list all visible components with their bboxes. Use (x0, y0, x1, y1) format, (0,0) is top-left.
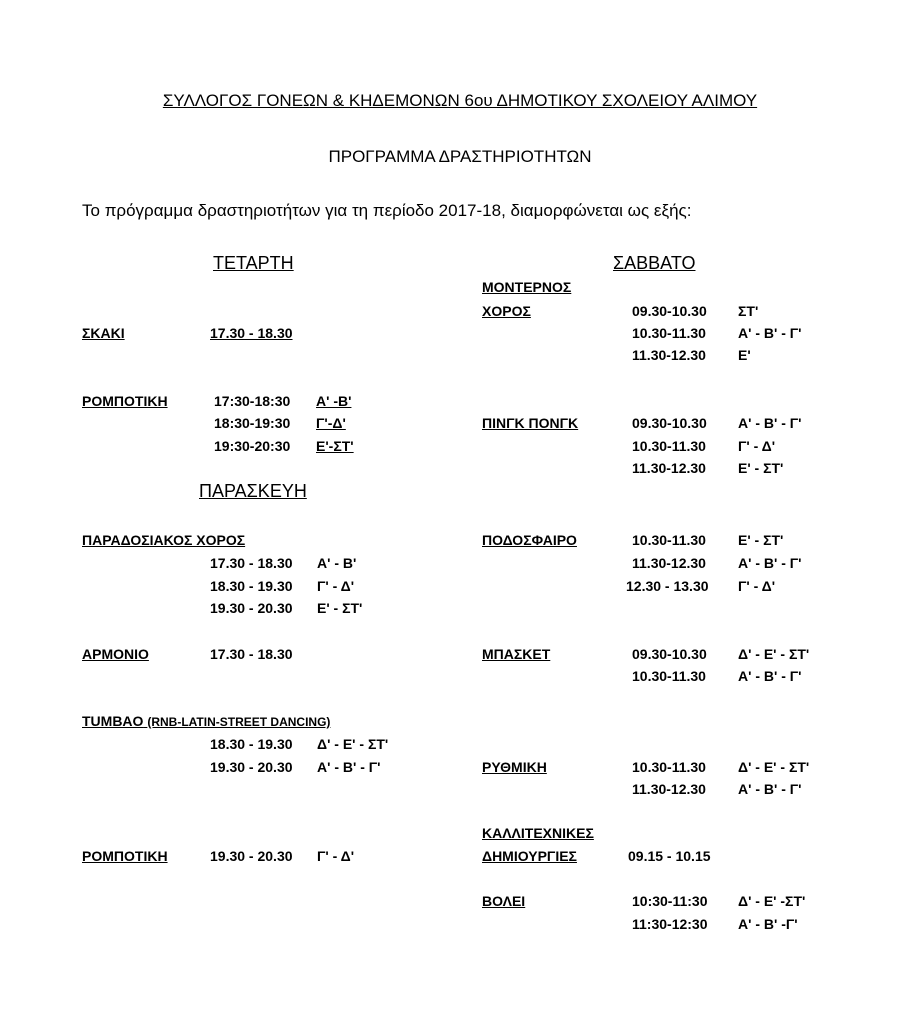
activity-arts-name-line1: ΚΑΛΛΙΤΕΧΝΙΚΕΣ (482, 825, 594, 841)
activity-robotics-fri-name: ΡΟΜΠΟΤΙΚΗ (82, 848, 168, 864)
activity-robotics-wed-name: ΡΟΜΠΟΤΙΚΗ (82, 393, 168, 409)
activity-arts-name-line2: ΔΗΜΙΟΥΡΓΙΕΣ (482, 848, 577, 864)
modern-dance-slot-grades: Α' - Β' - Γ' (738, 325, 802, 341)
ping-pong-slot-time: 11.30-12.30 (632, 460, 706, 476)
activity-football-name: ΠΟΔΟΣΦΑΙΡΟ (482, 532, 577, 548)
modern-dance-slot-time: 09.30-10.30 (632, 303, 707, 319)
football-slot-time: 12.30 - 13.30 (626, 578, 709, 594)
volley-slot-grades: Α' - Β' -Γ' (738, 916, 798, 932)
activity-rhythmic-name: ΡΥΘΜΙΚΗ (482, 759, 547, 775)
football-slot-grades: Α' - Β' - Γ' (738, 555, 802, 571)
rhythmic-slot-grades: Δ' - Ε' - ΣΤ' (738, 759, 810, 775)
day-heading-saturday: ΣΑΒΒΑΤΟ (613, 253, 696, 273)
activity-robotics-fri-grades: Γ' - Δ' (317, 848, 355, 864)
rhythmic-slot-time: 11.30-12.30 (632, 781, 706, 797)
ping-pong-slot-grades: Ε' - ΣΤ' (738, 460, 784, 476)
tumbao-slot-time: 18.30 - 19.30 (210, 736, 293, 752)
modern-dance-slot-grades: ΣΤ' (738, 303, 759, 319)
intro-text: Το πρόγραμμα δραστηριοτήτων για τη περίοδο 2017-18, διαμορφώνεται ως εξής: (82, 201, 692, 220)
activity-chess-time: 17.30 - 18.30 (210, 325, 293, 341)
ping-pong-slot-time: 10.30-11.30 (632, 438, 706, 454)
activity-traditional-dance-name: ΠΑΡΑΔΟΣΙΑΚΟΣ ΧΟΡΟΣ (82, 532, 246, 548)
robotics-wed-slot-grades: Ε'-ΣΤ' (316, 438, 354, 454)
basket-slot-time: 09.30-10.30 (632, 646, 707, 662)
volley-slot-grades: Δ' - Ε' -ΣΤ' (738, 893, 806, 909)
activity-arts-time: 09.15 - 10.15 (628, 848, 711, 864)
ping-pong-slot-grades: Γ' - Δ' (738, 438, 776, 454)
football-slot-grades: Γ' - Δ' (738, 578, 776, 594)
activity-basket-name: ΜΠΑΣΚΕΤ (482, 646, 551, 662)
day-heading-wednesday: ΤΕΤΑΡΤΗ (213, 253, 294, 273)
traditional-dance-slot-time: 17.30 - 18.30 (210, 555, 293, 571)
volley-slot-time: 10:30-11:30 (632, 893, 708, 909)
modern-dance-slot-time: 10.30-11.30 (632, 325, 706, 341)
modern-dance-slot-time: 11.30-12.30 (632, 347, 706, 363)
basket-slot-grades: Α' - Β' - Γ' (738, 668, 802, 684)
tumbao-name: TUMBAO (82, 713, 144, 729)
basket-slot-grades: Δ' - Ε' - ΣΤ' (738, 646, 810, 662)
traditional-dance-slot-grades: Α' - Β' (317, 555, 357, 571)
basket-slot-time: 10.30-11.30 (632, 668, 706, 684)
activity-robotics-fri-time: 19.30 - 20.30 (210, 848, 293, 864)
traditional-dance-slot-grades: Γ' - Δ' (317, 578, 355, 594)
tumbao-slot-grades: Δ' - Ε' - ΣΤ' (317, 736, 389, 752)
traditional-dance-slot-grades: Ε' - ΣΤ' (317, 600, 363, 616)
tumbao-slot-time: 19.30 - 20.30 (210, 759, 293, 775)
modern-dance-slot-grades: Ε' (738, 347, 751, 363)
activity-tumbao-name (82, 712, 330, 731)
robotics-wed-slot-time: 19:30-20:30 (214, 438, 291, 454)
football-slot-grades: Ε' - ΣΤ' (738, 532, 784, 548)
activity-volley-name: ΒΟΛΕΙ (482, 893, 526, 909)
activity-harmonium-name: ΑΡΜΟΝΙΟ (82, 646, 149, 662)
robotics-wed-slot-time: 17:30-18:30 (214, 393, 291, 409)
tumbao-slot-grades: Α' - Β' - Γ' (317, 759, 381, 775)
tumbao-name-detail: (RNB-LATIN-STREET DANCING) (147, 715, 331, 729)
activity-harmonium-time: 17.30 - 18.30 (210, 646, 293, 662)
volley-slot-time: 11:30-12:30 (632, 916, 708, 932)
document-title: ΣΥΛΛΟΓΟΣ ΓΟΝΕΩΝ & ΚΗΔΕΜΟΝΩΝ 6ου ΔΗΜΟΤΙΚΟΥ ΣΧΟΛΕΙΟΥ ΑΛΙΜΟΥ (162, 91, 758, 110)
activity-modern-dance-name-line2: ΧΟΡΟΣ (482, 303, 531, 319)
rhythmic-slot-grades: Α' - Β' - Γ' (738, 781, 802, 797)
football-slot-time: 10.30-11.30 (632, 532, 706, 548)
ping-pong-slot-time: 09.30-10.30 (632, 415, 707, 431)
activity-ping-pong-name: ΠΙΝΓΚ ΠΟΝΓΚ (482, 415, 579, 431)
robotics-wed-slot-time: 18:30-19:30 (214, 415, 291, 431)
day-heading-friday: ΠΑΡΑΣΚΕΥΗ (199, 481, 307, 501)
robotics-wed-slot-grades: Γ'-Δ' (316, 415, 346, 431)
robotics-wed-slot-grades: Α' -Β' (316, 393, 352, 409)
ping-pong-slot-grades: Α' - Β' - Γ' (738, 415, 802, 431)
traditional-dance-slot-time: 19.30 - 20.30 (210, 600, 293, 616)
rhythmic-slot-time: 10.30-11.30 (632, 759, 706, 775)
football-slot-time: 11.30-12.30 (632, 555, 706, 571)
activity-chess-name: ΣΚΑΚΙ (82, 325, 125, 341)
traditional-dance-slot-time: 18.30 - 19.30 (210, 578, 293, 594)
activity-modern-dance-name-line1: ΜΟΝΤΕΡΝΟΣ (482, 279, 572, 295)
document-subtitle: ΠΡΟΓΡΑΜΜΑ ΔΡΑΣΤΗΡΙΟΤΗΤΩΝ (328, 147, 592, 166)
